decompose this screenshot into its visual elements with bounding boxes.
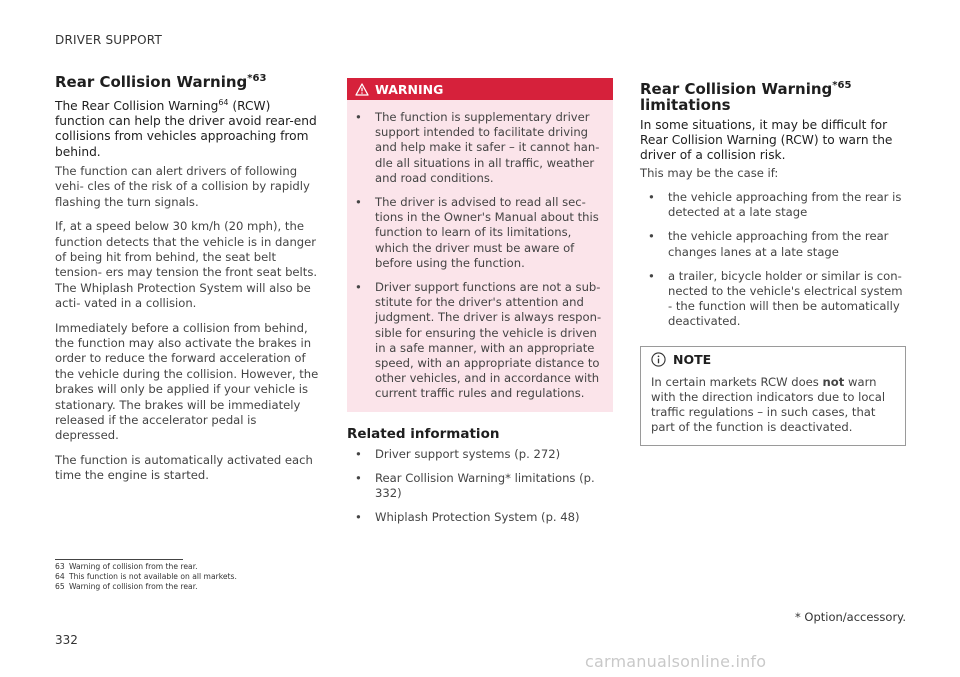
footnote-ref: *63 <box>247 73 267 84</box>
footnote: 65 Warning of collision from the rear. <box>55 582 198 592</box>
warning-list <box>347 100 613 402</box>
warning-triangle-icon <box>355 83 369 96</box>
column-rear-collision-warning <box>55 70 323 493</box>
list-item: • The function is supplementary driver support intended to facilitate driving and help make it safer – it cannot han- dle all situations in all traffic, weather and road conditions. <box>347 110 603 186</box>
related-list <box>347 447 613 526</box>
list-item: • the vehicle approaching from the rear changes lanes at a late stage <box>640 229 906 259</box>
note-text: In certain markets RCW does not warn with the direction indicators due to local traffic regulations – in such cases, that part of the function is deactivated. <box>651 374 886 435</box>
list-item: • a trailer, bicycle holder or similar is con- nected to the vehicle's electrical system - the function will then be automatically deactivated. <box>640 269 906 330</box>
related-heading: Related information <box>347 425 500 442</box>
footnotes <box>55 562 237 593</box>
warning-header <box>347 78 613 100</box>
section-title: Rear Collision Warning$^{*65}$ limitations <box>640 80 852 114</box>
footnote: 63 Warning of collision from the rear. <box>55 562 198 571</box>
column-warning-related <box>347 78 613 534</box>
warning-heading: WARNING <box>375 81 444 97</box>
footnote-divider <box>55 559 183 560</box>
column-rcw-limitations <box>640 78 906 446</box>
section-header: DRIVER SUPPORT <box>55 33 162 47</box>
lead-paragraph: The Rear Collision Warning$^{64}$ (RCW) function can help the driver avoid rear-end collisions from vehicles approaching from behind. <box>55 98 317 159</box>
option-accessory-note: * Option/accessory. <box>795 610 906 624</box>
page-number: 332 <box>55 633 78 647</box>
note-heading: NOTE <box>673 352 712 368</box>
note-box <box>640 346 906 447</box>
section-title: Rear Collision Warning$^{*63}$ <box>55 73 267 91</box>
intro-paragraph: This may be the case if: <box>640 165 779 180</box>
body-paragraph: The function can alert drivers of following vehi- cles of the risk of a collision by rapidly flashing the turn signals. <box>55 163 310 209</box>
body-paragraph: If, at a speed below 30 km/h (20 mph), the function detects that the vehicle is in danger of being hit from behind, the seat belt tension- ers may tension the front seat belts. The Whiplash Protection System will also be acti- vated in a collision. <box>55 219 318 311</box>
footnote: 64 This function is not available on all markets. <box>55 572 237 582</box>
footnote-ref: *65 <box>832 80 852 91</box>
related-link[interactable]: • Rear Collision Warning* limitations (p. 332) <box>347 471 613 501</box>
info-icon <box>651 352 666 367</box>
lead-paragraph: In some situations, it may be difficult for Rear Collision Warning (RCW) to warn the driver of a collision risk. <box>640 118 893 163</box>
watermark: carmanualsonline.info <box>585 652 767 671</box>
related-link[interactable]: • Whiplash Protection System (p. 48) <box>347 510 613 525</box>
note-header <box>651 347 895 373</box>
warning-box <box>347 78 613 412</box>
list-item: • the vehicle approaching from the rear is detected at a late stage <box>640 190 906 220</box>
footnote-ref: 64 <box>218 98 229 107</box>
body-paragraph: Immediately before a collision from behind, the function may also activate the brakes in order to reduce the forward acceleration of the vehicle during the collision. However, the brakes will only be applied if your vehicle is stationary. The brakes will be immediately released if the accelerator pedal is depressed. <box>55 320 319 443</box>
list-item: • The driver is advised to read all sec- tions in the Owner's Manual about this function to learn of its limitations, which the driver must be aware of before using the function. <box>347 195 603 271</box>
limitations-list <box>640 190 906 330</box>
list-item: • Driver support functions are not a sub- stitute for the driver's attention and judgment. The driver is always respon- sible for ensuring the vehicle is driven in a safe manner, with an appropriate speed, with an appropriate distance to other vehicles, and in accordance with current traffic rules and regulations. <box>347 280 603 402</box>
body-paragraph: The function is automatically activated each time the engine is started. <box>55 452 313 483</box>
related-link[interactable]: • Driver support systems (p. 272) <box>347 447 613 462</box>
